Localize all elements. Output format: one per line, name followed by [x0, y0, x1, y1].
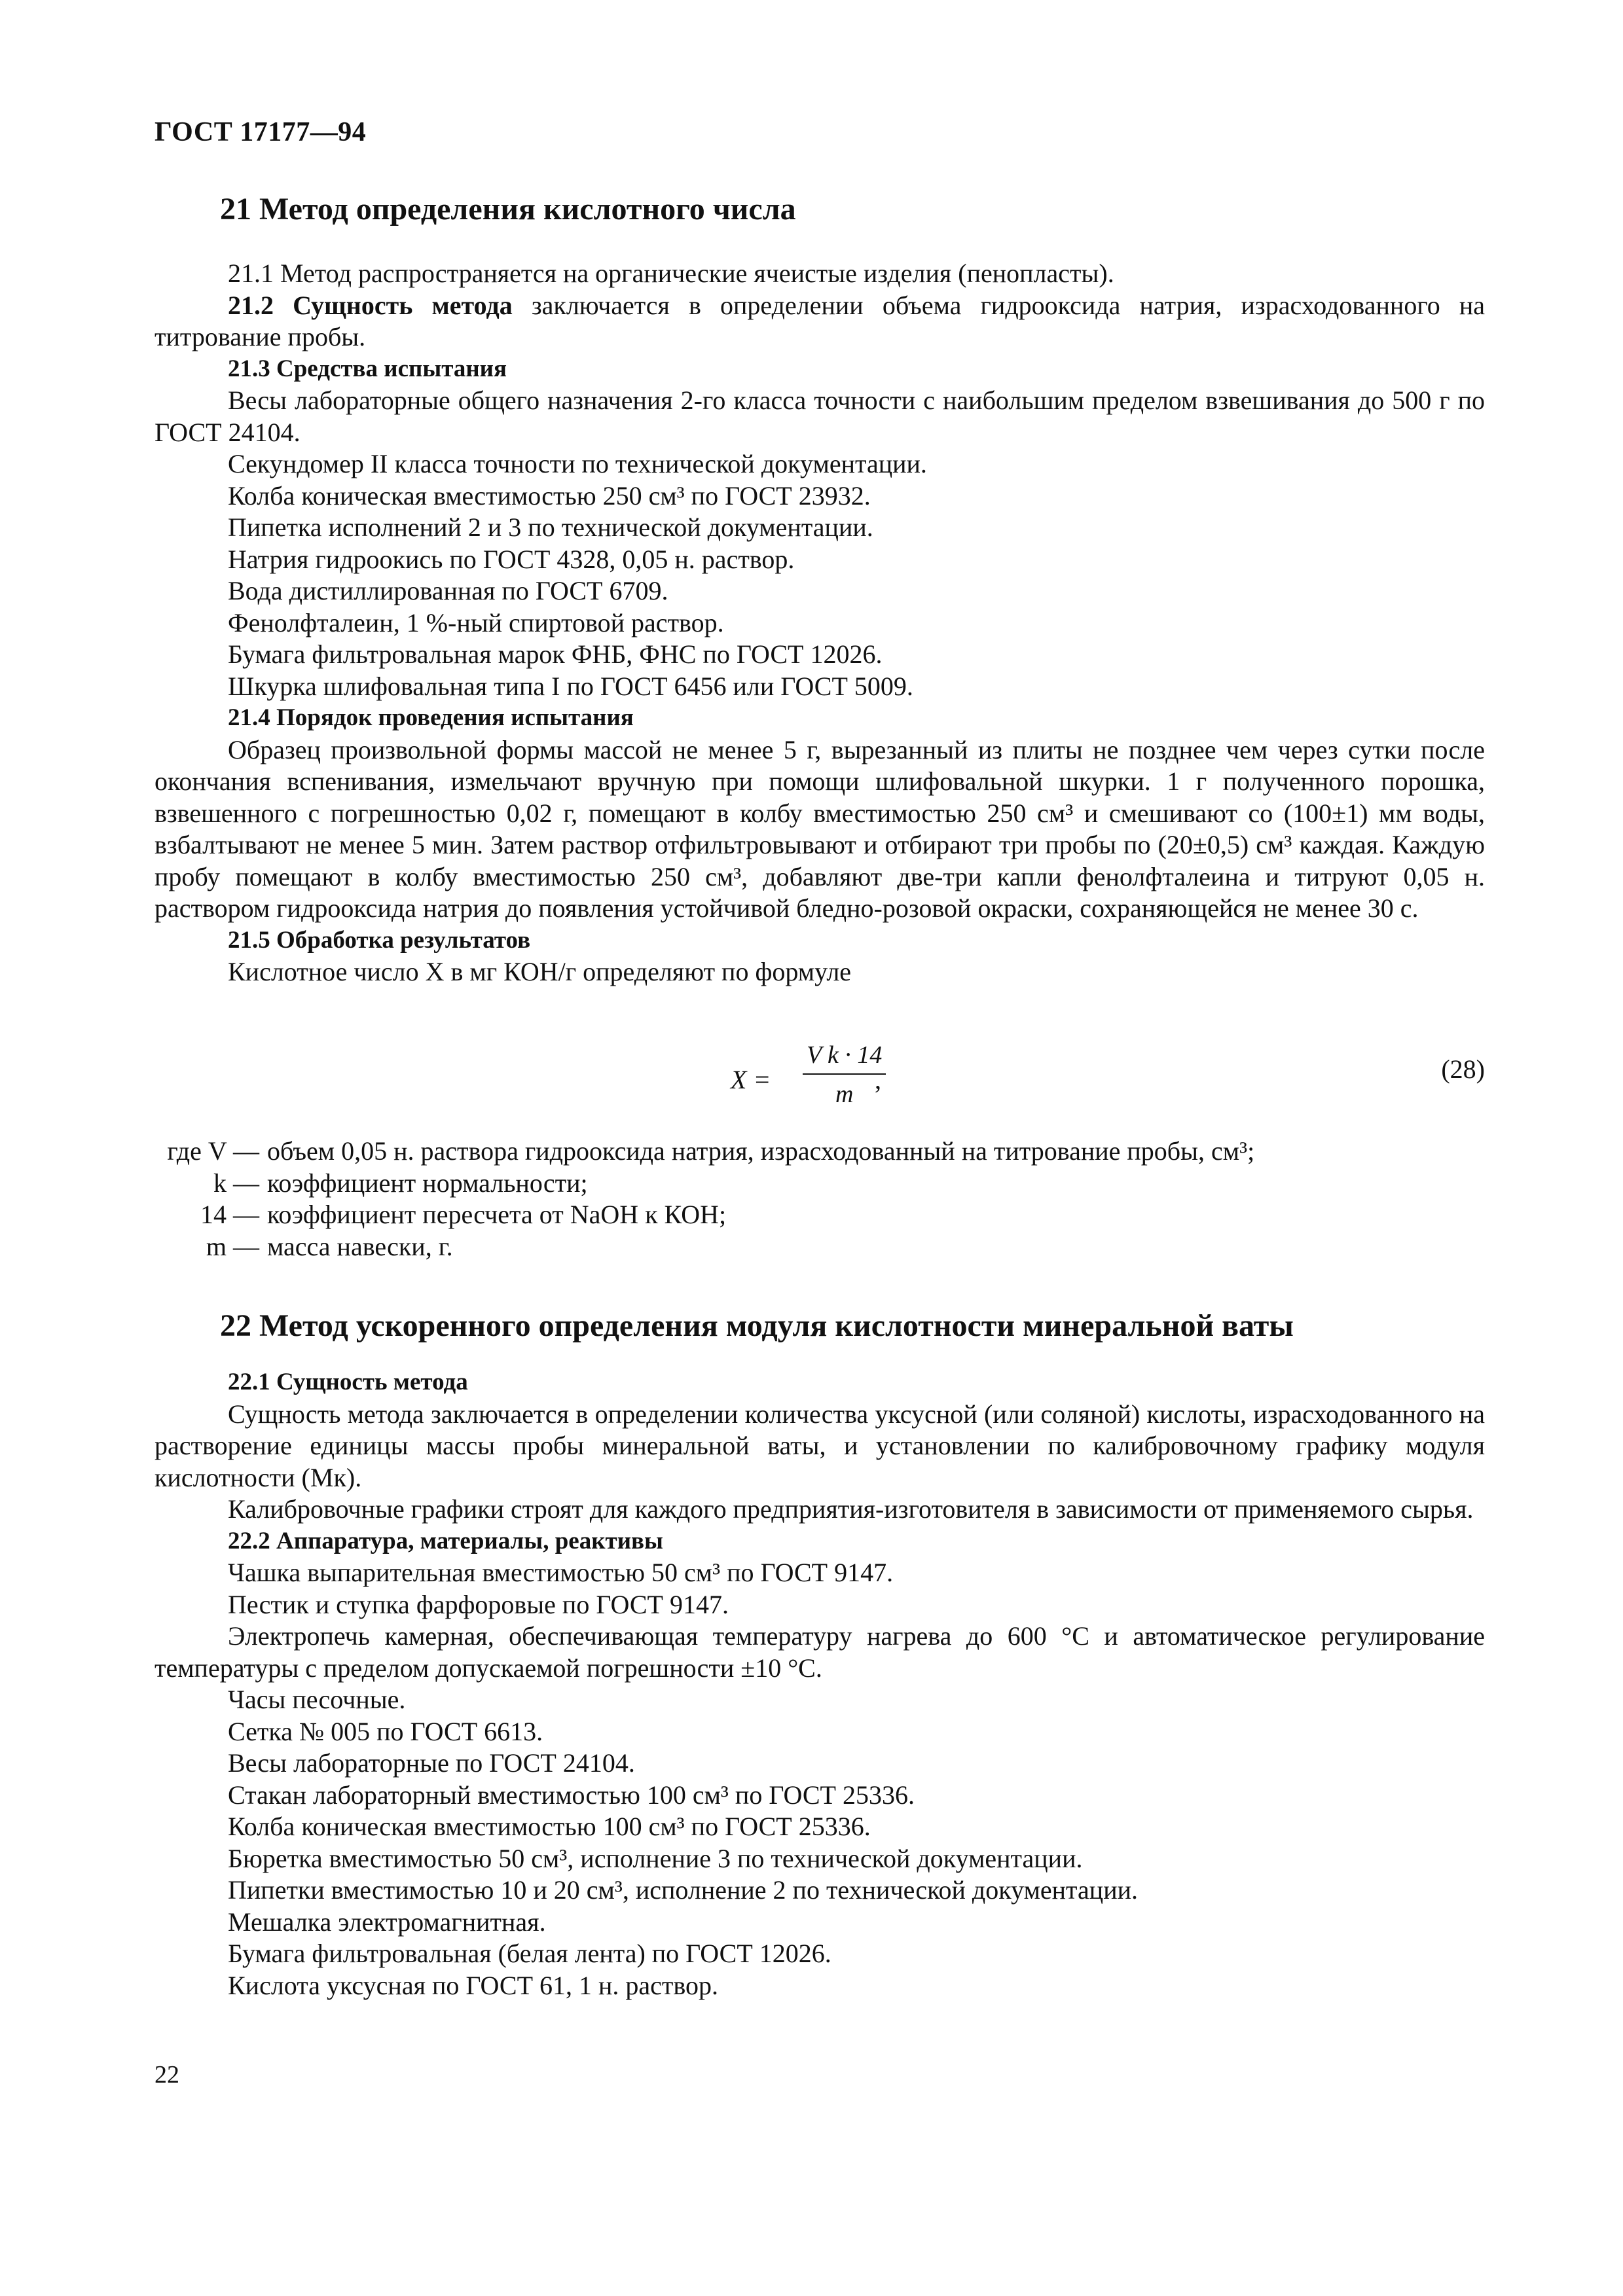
legend-symbol: k — [213, 1168, 259, 1198]
subsection-22-2-title: 22.2 Аппаратура, материалы, реактивы [228, 1527, 663, 1554]
paragraph-21-2 [155, 290, 1485, 353]
section-21-body [155, 258, 1485, 988]
subsection-21-3-title: 21.3 Средства испытания [228, 355, 507, 382]
paragraph-22-1-a: Сущность метода заключается в определении количества уксусной (или соляной) кислоты, израсходованного на растворение единицы массы пробы минеральной ваты, и установлении по калибровочному графику модуля кислотности (Mк). [155, 1399, 1485, 1492]
list-item: Колба коническая вместимостью 250 см³ по ГОСТ 23932. [228, 480, 871, 511]
section-21-title: 21 Метод определения кислотного числа [220, 192, 796, 226]
list-item: Бумага фильтровальная (белая лента) по ГОСТ 12026. [228, 1939, 831, 1968]
paragraph-22-1-b: Калибровочные графики строят для каждого предприятия-изготовителя в зависимости от применяемого сырья. [228, 1494, 1474, 1524]
document-header: ГОСТ 17177—94 [155, 117, 367, 147]
formula-number: (28) [1441, 1054, 1485, 1084]
paragraph-21-5: Кислотное число X в мг КОН/г определяют по формуле [228, 957, 852, 986]
list-item: Секундомер II класса точности по технической документации. [228, 449, 927, 478]
paragraph-21-4: Образец произвольной формы массой не менее 5 г, вырезанный из плиты не позднее чем через сутки после окончания вспенивания, измельчают вручную при помощи шлифовальной шкурки. 1 г полученного порошка, взвешенного с погрешностью 0,02 г, помещают в колбу вместимостью 250 см³ и смешивают со (100±1) мм воды, взбалтывают не менее 5 мин. Затем раствор отфильтровывают и отбирают три пробы по (20±0,5) см³ каждая. Каждую пробу помещают в колбу вместимостью 250 см³, добавляют две-три капли фенолфталеина и титруют 0,05 н. раствором гидрооксида натрия до появления устойчивой бледно-розовой окраски, сохраняющейся не менее 30 с. [155, 734, 1485, 923]
legend-text: коэффициент пересчета от NaOH к КОН; [267, 1200, 727, 1229]
section-22-body [155, 1367, 1485, 2001]
list-item: Стакан лабораторный вместимостью 100 см³ по ГОСТ 25336. [228, 1780, 915, 1810]
list-item: Бюретка вместимостью 50 см³, исполнение 3 по технической документации. [228, 1843, 1083, 1873]
formula-lhs: X = [731, 1065, 771, 1094]
subsection-22-1-title: 22.1 Сущность метода [228, 1369, 468, 1395]
section-22-title: 22 Метод ускоренного определения модуля кислотности минеральной ваты [220, 1308, 1294, 1343]
section-21 [155, 191, 1485, 227]
list-item: Кислота уксусная по ГОСТ 61, 1 н. раствор. [228, 1970, 719, 2000]
subsection-21-5-title: 21.5 Обработка результатов [228, 926, 531, 954]
list-item: Шкурка шлифовальная типа I по ГОСТ 6456 или ГОСТ 5009. [228, 671, 913, 701]
list-item: Пестик и ступка фарфоровые по ГОСТ 9147. [228, 1589, 729, 1619]
list-item: Мешалка электромагнитная. [228, 1907, 546, 1937]
formula-28 [155, 1041, 1485, 1113]
formula-denominator: m [835, 1081, 854, 1108]
legend-row [155, 1168, 1485, 1200]
legend-row [155, 1231, 1485, 1263]
legend-text: коэффициент нормальности; [267, 1168, 588, 1198]
list-item: Колба коническая вместимостью 100 см³ по ГОСТ 25336. [228, 1812, 871, 1841]
legend-symbol: 14 — [200, 1200, 259, 1229]
list-item: Часы песочные. [228, 1685, 406, 1714]
list-item: Пипетки вместимостью 10 и 20 см³, исполнение 2 по технической документации. [228, 1875, 1138, 1905]
list-item: Чашка выпарительная вместимостью 50 см³ по ГОСТ 9147. [228, 1558, 894, 1587]
paragraph-21-2-text: заключается в определении объема гидрооксида натрия, израсходованного на титрование пробы. [155, 290, 1486, 351]
list-item: Натрия гидроокись по ГОСТ 4328, 0,05 н. раствор. [228, 544, 795, 574]
paragraph-21-2-lead: 21.2 Сущность метода [228, 290, 513, 320]
legend-symbol: где V — [167, 1136, 259, 1166]
legend-text: масса навески, г. [267, 1231, 453, 1261]
subsection-21-4-title: 21.4 Порядок проведения испытания [228, 704, 634, 731]
list-item: Электропечь камерная, обеспечивающая температуру нагрева до 600 °С и автоматическое регулирование температуры с пределом допускаемой погрешности ±10 °С. [155, 1621, 1485, 1683]
formula-comma: , [875, 1065, 881, 1094]
section-22 [155, 1308, 1485, 1344]
formula-legend [155, 1136, 1485, 1263]
list-item: Пипетка исполнений 2 и 3 по технической документации. [228, 512, 873, 542]
list-item: Фенолфталеин, 1 %-ный спиртовой раствор. [228, 607, 724, 637]
formula-numerator: V k · 14 [803, 1041, 886, 1075]
legend-row [155, 1136, 1485, 1168]
list-item: Весы лабораторные по ГОСТ 24104. [228, 1748, 635, 1778]
paragraph-21-1: 21.1 Метод распространяется на органические ячеистые изделия (пенопласты). [228, 259, 1114, 288]
page-number: 22 [155, 2061, 179, 2089]
list-item: Вода дистиллированная по ГОСТ 6709. [228, 576, 668, 605]
formula-fraction [803, 1041, 886, 1109]
legend-symbol: m — [206, 1231, 259, 1261]
list-item: Сетка № 005 по ГОСТ 6613. [228, 1716, 543, 1746]
legend-text: объем 0,05 н. раствора гидрооксида натрия, израсходованный на титрование пробы, см³; [267, 1136, 1255, 1166]
legend-row [155, 1199, 1485, 1231]
list-item: Весы лабораторные общего назначения 2-го класса точности с наибольшим пределом взвешивания до 500 г по ГОСТ 24104. [155, 386, 1485, 447]
list-item: Бумага фильтровальная марок ФНБ, ФНС по ГОСТ 12026. [228, 639, 883, 669]
